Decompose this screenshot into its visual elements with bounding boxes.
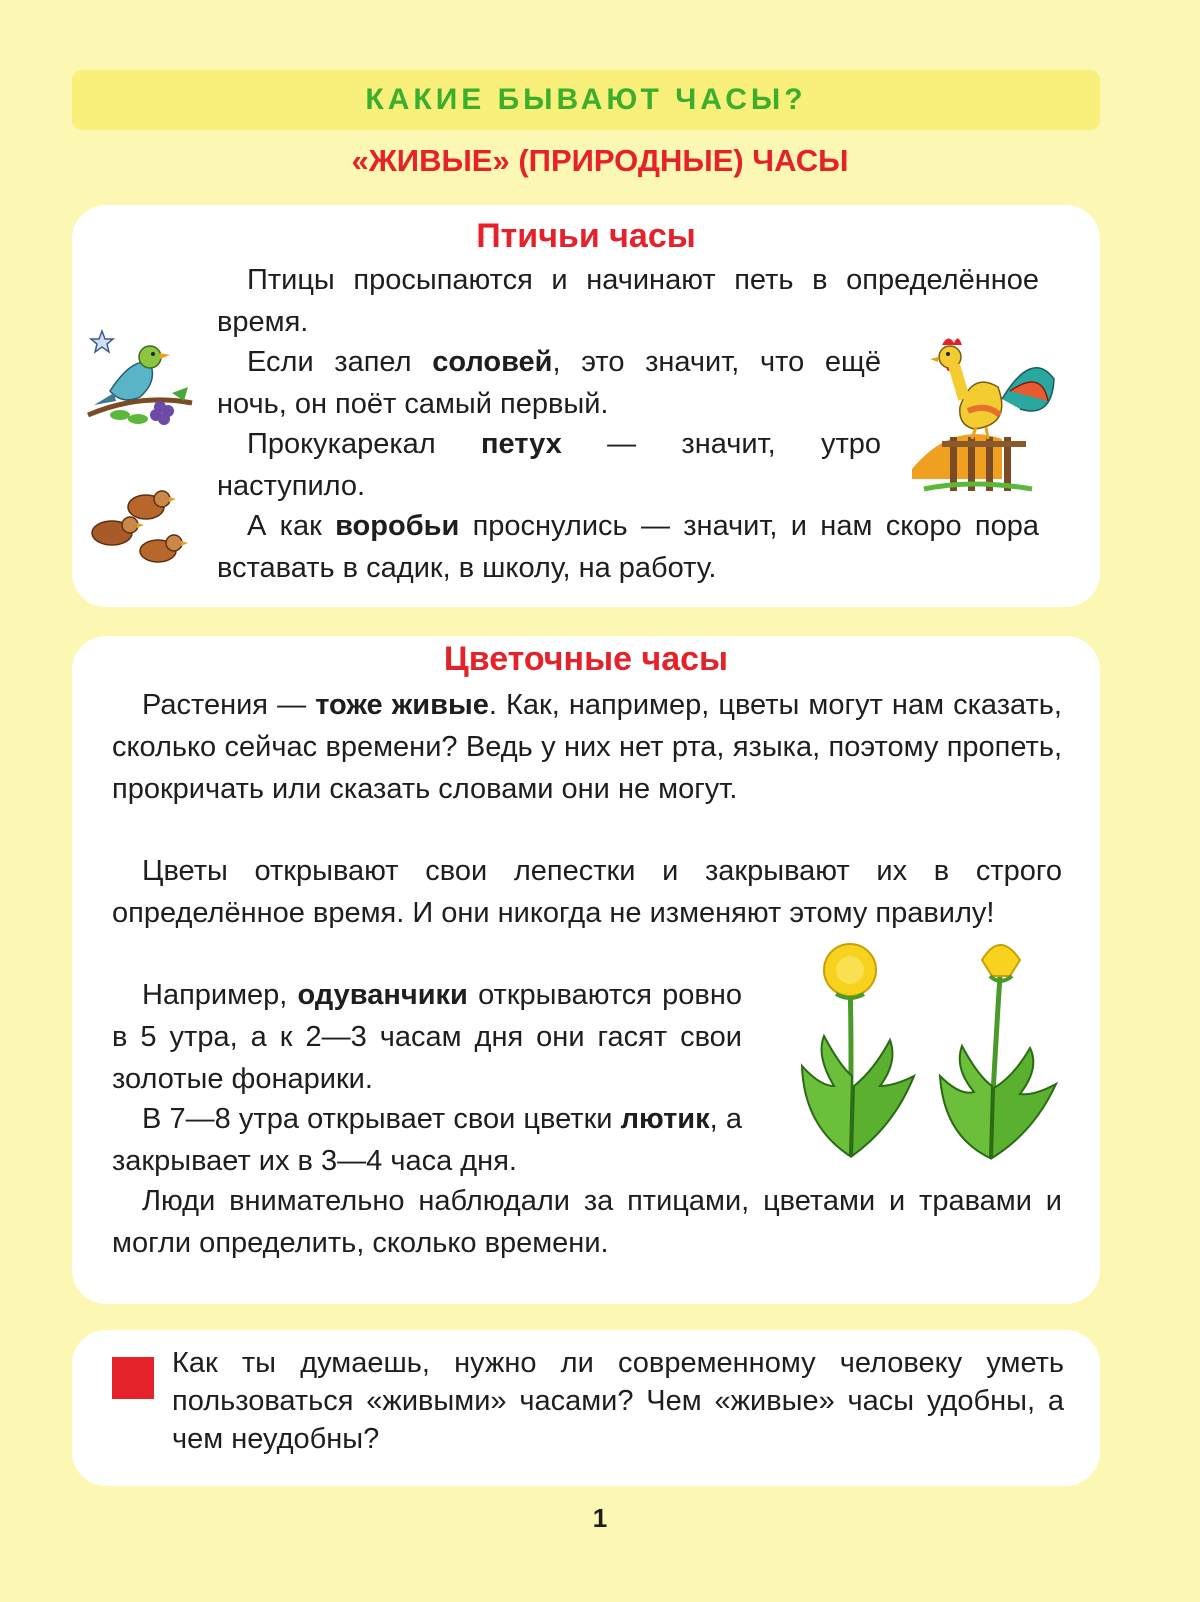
bird-clock-heading: Птичьи часы: [476, 217, 696, 255]
title-bar: [72, 70, 1100, 130]
sparrows-illustration: [76, 479, 196, 575]
question-text: Как ты думаешь, нужно ли современному человеку уметь пользоваться «живыми» часами? Чем «живые» часы удобны, а чем неудобны?: [172, 1347, 1064, 1455]
bird-paragraph-4: А как воробьи проснулись — значит, и нам скоро пора вставать в садик, в школу, на работу.: [217, 510, 1039, 584]
flower-clock-card: [72, 636, 1100, 1304]
flower-clock-heading: Цветочные часы: [443, 640, 729, 678]
flower-paragraph-5: Люди внимательно наблюдали за птицами, цветами и травами и могли определить, сколько времени.: [112, 1185, 1062, 1259]
flower-paragraph-4: В 7—8 утра открывает свои цветки лютик, а закрывает их в 3—4 часа дня.: [112, 1103, 742, 1177]
bird-paragraph-1: Птицы просыпаются и начинают петь в определённое время.: [217, 264, 1039, 338]
flower-paragraph-2: Цветы открывают свои лепестки и закрывают их в строго определённое время. И они никогда не изменяют этому правилу!: [112, 855, 1062, 929]
page-number: 1: [592, 1503, 608, 1533]
bird-paragraph-3: Прокукарекал петух — значит, утро наступило.: [217, 428, 881, 502]
page-subtitle: «ЖИВЫЕ» (ПРИРОДНЫЕ) ЧАСЫ: [351, 143, 849, 178]
bird-clock-card: [72, 205, 1100, 607]
bird-paragraph-2: Если запел соловей, это значит, что ещё ночь, он поёт самый первый.: [217, 346, 882, 420]
nightingale-illustration: [80, 323, 200, 435]
flower-paragraph-1: Растения — тоже живые. Как, например, цветы могут нам сказать, сколько сейчас времени? Ведь у них нет рта, языка, поэтому пропеть, прокричать или сказать словами они не могут.: [112, 689, 1062, 805]
flower-paragraph-3: Например, одуванчики открываются ровно в 5 утра, а к 2—3 часам дня они гасят свои золотые фонарики.: [112, 979, 742, 1095]
dandelions-illustration: [794, 936, 1070, 1186]
question-marker: [112, 1357, 154, 1399]
rooster-illustration: [902, 329, 1072, 499]
page-title: КАКИЕ БЫВАЮТ ЧАСЫ?: [365, 83, 807, 116]
